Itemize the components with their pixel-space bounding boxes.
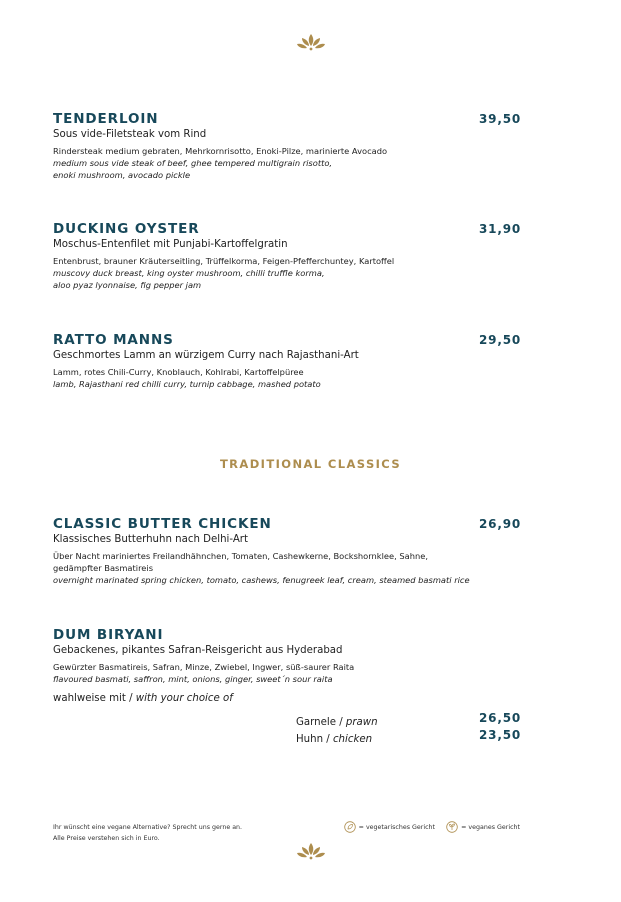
dish-name: TENDERLOIN — [53, 111, 159, 127]
dish-price: 39,50 — [479, 112, 521, 126]
option-price: 23,50 — [479, 728, 521, 742]
option-label — [296, 734, 372, 745]
dish-subtitle: Moschus-Entenfilet mit Punjabi-Kartoffelgratin — [53, 239, 288, 250]
vegan-icon — [446, 821, 458, 833]
dish-tenderloin — [53, 111, 521, 181]
dish-description-en: enoki mushroom, avocado pickle — [53, 170, 191, 180]
lotus-icon — [296, 33, 326, 51]
option-label-en: prawn — [345, 717, 378, 728]
dish-subtitle: Sous vide-Filetsteak vom Rind — [53, 129, 207, 140]
dish-subtitle: Geschmortes Lamm an würzigem Curry nach Rajasthani-Art — [53, 350, 359, 361]
dish-price: 29,50 — [479, 333, 521, 347]
dish-price: 31,90 — [479, 222, 521, 236]
dish-dum-biryani — [53, 627, 521, 685]
dish-classic-butter-chicken — [53, 516, 521, 586]
dish-description-de: gedämpfter Basmatireis — [53, 563, 154, 573]
dish-description-de: Lamm, rotes Chili-Curry, Knoblauch, Kohlrabi, Kartoffelpüree — [53, 367, 304, 377]
option-price: 26,50 — [479, 711, 521, 725]
dish-subtitle: Gebackenes, pikantes Safran-Reisgericht aus Hyderabad — [53, 645, 343, 656]
dish-description-en: muscovy duck breast, king oyster mushroom, chilli truffle korma, — [53, 268, 325, 278]
option-chicken — [296, 727, 521, 743]
dish-description-en: flavoured basmati, saffron, mint, onions, ginger, sweet´n sour raita — [53, 674, 333, 684]
dish-description-en: lamb, Rajasthani red chilli curry, turnip cabbage, mashed potato — [53, 379, 321, 389]
choice-intro-de: wahlweise mit / — [53, 693, 136, 704]
dish-ducking-oyster — [53, 221, 521, 291]
dish-name: CLASSIC BUTTER CHICKEN — [53, 516, 272, 532]
dish-description-de: Gewürzter Basmatireis, Safran, Minze, Zwiebel, Ingwer, süß-saurer Raita — [53, 662, 355, 672]
vegan-label: = veganes Gericht — [461, 823, 520, 831]
vegetarian-icon — [344, 821, 356, 833]
footer-price-note: Alle Preise verstehen sich in Euro. — [53, 835, 160, 842]
choice-intro-en: with your choice of — [135, 693, 233, 704]
option-label-de: Garnele / — [296, 717, 346, 728]
dish-description-de: Entenbrust, brauner Kräuterseitling, Trüffelkorma, Feigen-Pfefferchuntey, Kartoffel — [53, 256, 395, 266]
dish-name: DUM BIRYANI — [53, 627, 164, 643]
option-label-de: Huhn / — [296, 734, 333, 745]
dish-ratto-manns — [53, 332, 521, 390]
dish-price: 26,90 — [479, 517, 521, 531]
dish-description-en: overnight marinated spring chicken, tomato, cashews, fenugreek leaf, cream, steamed basmati rice — [53, 575, 470, 585]
option-prawn — [296, 710, 521, 726]
lotus-icon — [296, 842, 326, 860]
dish-description-en: medium sous vide steak of beef, ghee tempered multigrain risotto, — [53, 158, 333, 168]
option-label-en: chicken — [332, 734, 373, 745]
dish-name: DUCKING OYSTER — [53, 221, 200, 237]
dish-subtitle: Klassisches Butterhuhn nach Delhi-Art — [53, 534, 248, 545]
footer-note — [53, 822, 242, 844]
dish-name: RATTO MANNS — [53, 332, 174, 348]
choice-intro — [53, 693, 233, 704]
dish-description-de: Rindersteak medium gebraten, Mehrkornrisotto, Enoki-Pilze, marinierte Avocado — [53, 146, 388, 156]
legend-vegan — [446, 821, 520, 833]
dish-description-en: aloo pyaz lyonnaise, fig pepper jam — [53, 280, 202, 290]
section-title: TRADITIONAL CLASSICS — [219, 457, 402, 471]
legend-vegetarian — [344, 821, 435, 833]
vegetarian-label: = vegetarisches Gericht — [358, 823, 435, 831]
dish-description-de: Über Nacht mariniertes Freilandhähnchen, Tomaten, Cashewkerne, Bockshornklee, Sahne, — [53, 551, 428, 561]
footer-vegan-note: Ihr wünscht eine vegane Alternative? Sprecht uns gerne an. — [53, 824, 243, 831]
